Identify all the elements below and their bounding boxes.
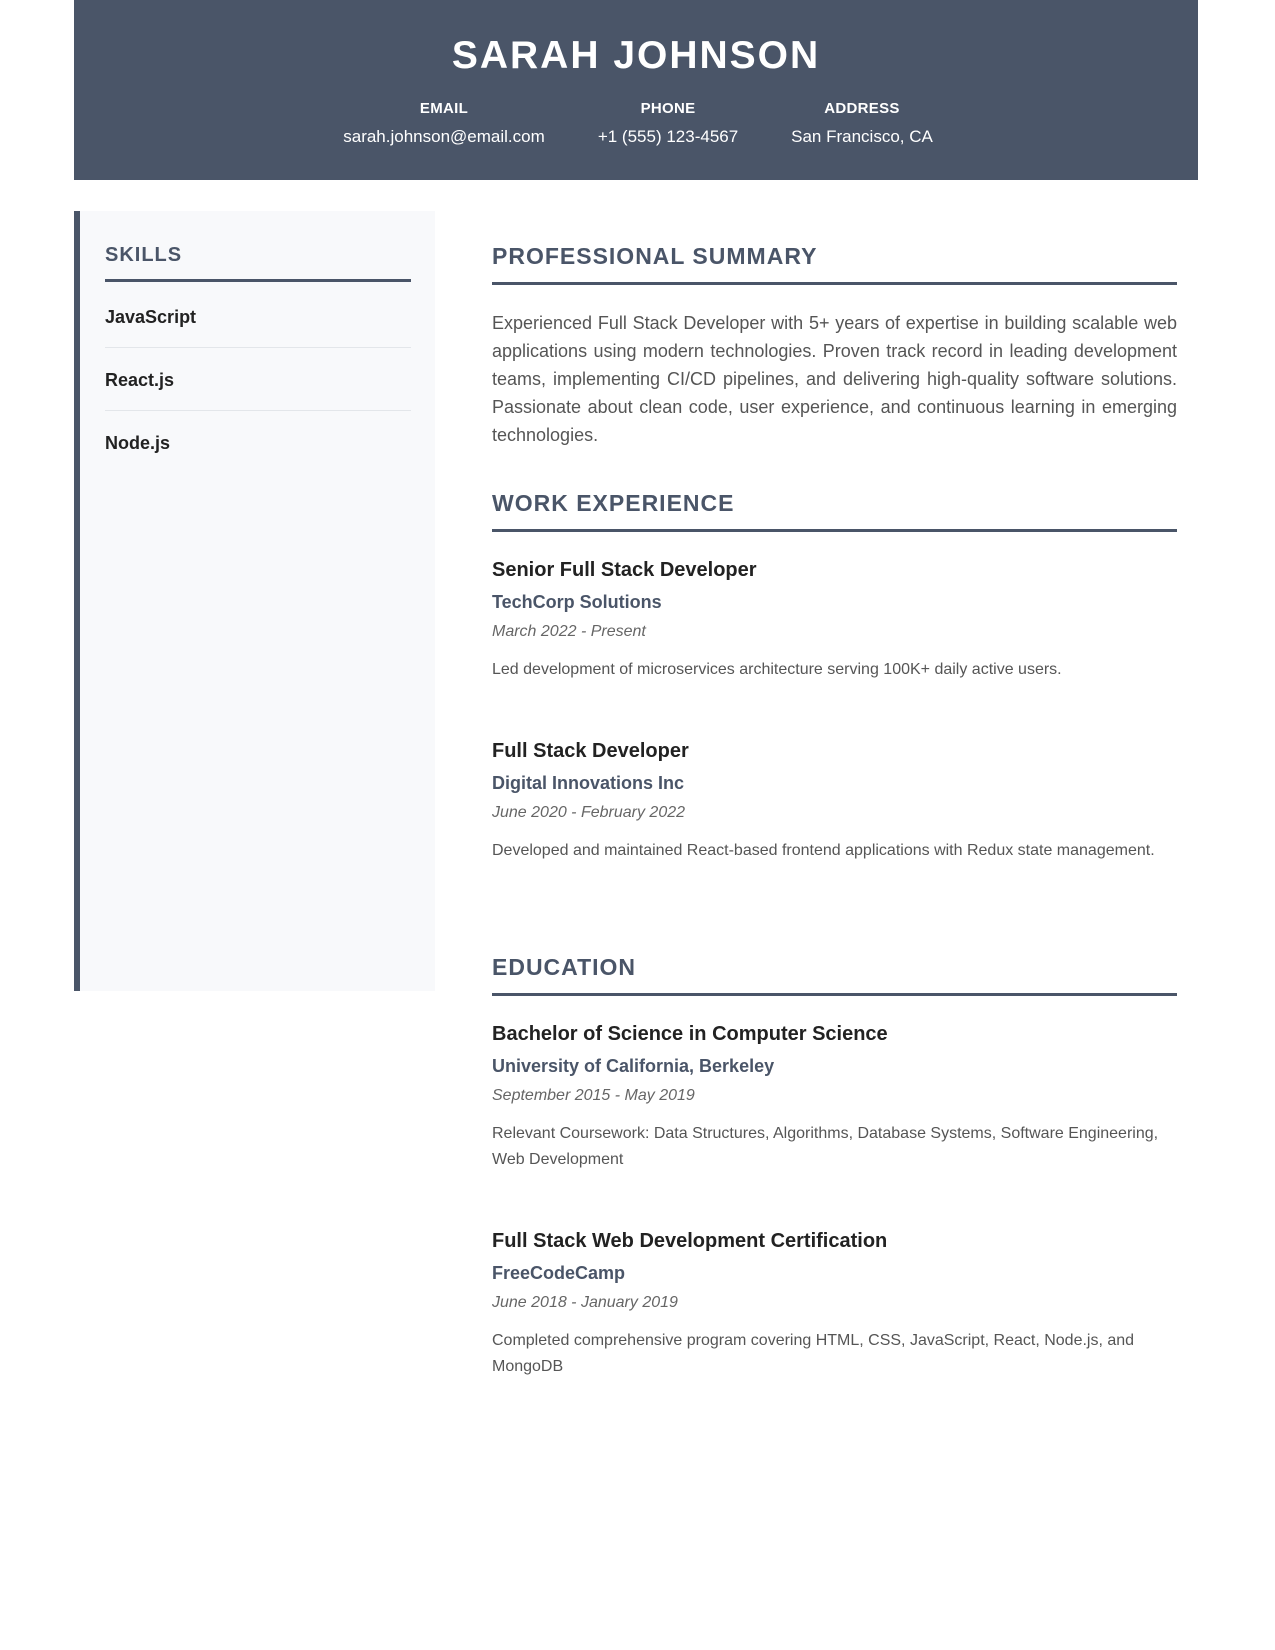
summary-title: PROFESSIONAL SUMMARY <box>492 242 1177 285</box>
school-name: University of California, Berkeley <box>492 1056 775 1076</box>
skill-divider <box>105 410 411 411</box>
job-date: March 2022 - Present <box>492 623 646 640</box>
education-description: Completed comprehensive program covering HTML, CSS, JavaScript, React, Node.js, and MongoDB <box>492 1332 1135 1375</box>
contact-phone-label: PHONE <box>640 100 696 117</box>
education-description: Relevant Coursework: Data Structures, Algorithms, Database Systems, Software Engineering, Web Development <box>492 1125 1159 1168</box>
skill-item: Node.js <box>105 433 171 453</box>
contact-address <box>791 98 933 150</box>
contact-email-label: EMAIL <box>419 100 469 117</box>
contact-email-value: sarah.johnson@email.com <box>343 127 545 146</box>
contact-address-value: San Francisco, CA <box>791 127 933 146</box>
degree-title: Full Stack Web Development Certification <box>492 1230 888 1252</box>
contact-phone-value: +1 (555) 123-4567 <box>597 127 739 146</box>
skill-item: JavaScript <box>105 307 197 327</box>
degree-title: Bachelor of Science in Computer Science <box>492 1023 888 1045</box>
contact-address-label: ADDRESS <box>824 100 900 117</box>
education-date: September 2015 - May 2019 <box>492 1087 695 1104</box>
contact-phone <box>598 98 738 150</box>
skills-title: SKILLS <box>105 243 411 282</box>
education-date: June 2018 - January 2019 <box>492 1294 678 1311</box>
job-title: Full Stack Developer <box>492 740 689 762</box>
education-title: EDUCATION <box>492 953 1177 996</box>
experience-title: WORK EXPERIENCE <box>492 489 1177 532</box>
skills-sidebar <box>74 211 435 991</box>
job-description: Led development of microservices architecture serving 100K+ daily active users. <box>492 661 1062 678</box>
job-title: Senior Full Stack Developer <box>492 559 757 581</box>
skill-divider <box>105 347 411 348</box>
job-company: Digital Innovations Inc <box>492 773 685 793</box>
resume-header <box>74 0 1198 180</box>
contact-email <box>343 98 545 150</box>
school-name: FreeCodeCamp <box>492 1263 626 1283</box>
skill-item: React.js <box>105 370 175 390</box>
job-date: June 2020 - February 2022 <box>492 804 686 821</box>
candidate-name: SARAH JOHNSON <box>451 34 821 77</box>
job-description: Developed and maintained React-based frontend applications with Redux state management. <box>492 842 1155 859</box>
job-company: TechCorp Solutions <box>492 592 662 612</box>
summary-text: Experienced Full Stack Developer with 5+ years of expertise in building scalable web applications using modern technologies. Proven track record in leading development teams, implementing CI/CD pipelines, and delivering high-quality software solutions. Passionate about clean code, user experience, and continuous learning in emerging technologies. <box>492 313 1177 445</box>
